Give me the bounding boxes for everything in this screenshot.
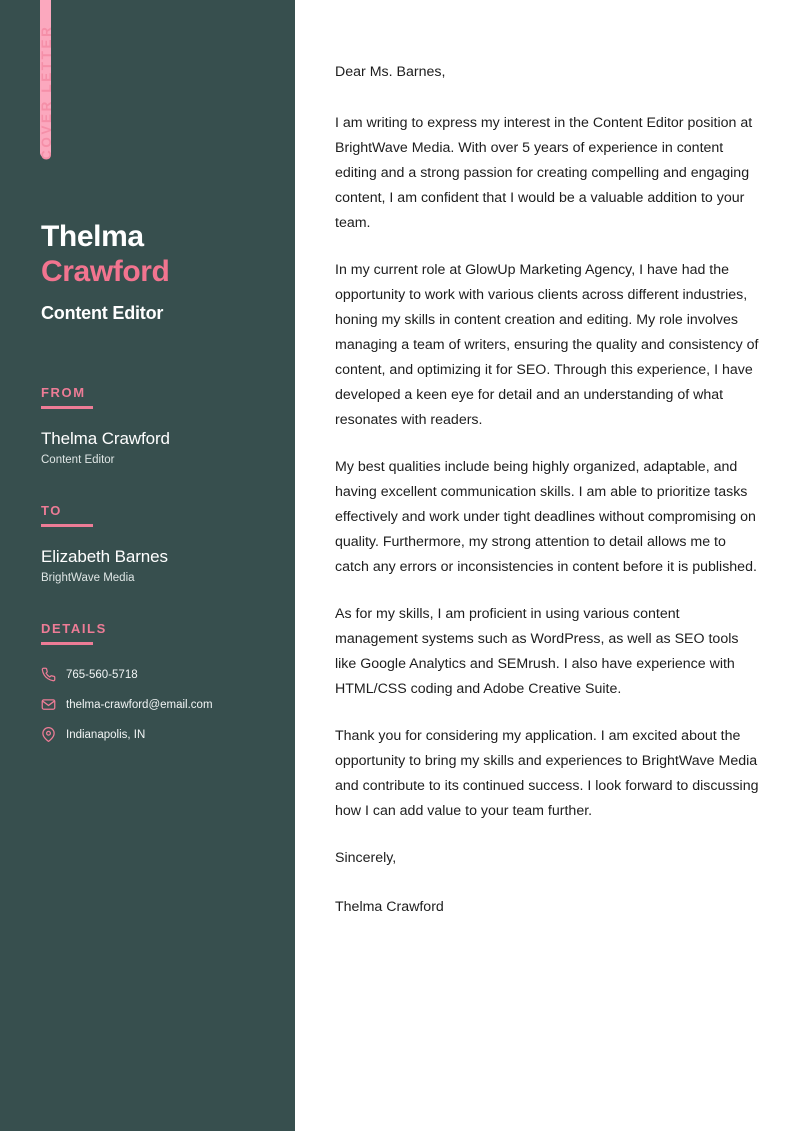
- from-heading-rule: [41, 406, 93, 409]
- location-pin-icon: [41, 727, 56, 742]
- contact-phone-value: 765-560-5718: [66, 668, 138, 681]
- letter-closing: Sincerely,: [335, 850, 397, 866]
- envelope-icon: [41, 697, 56, 712]
- details-heading-rule: [41, 642, 93, 645]
- contact-location-row: [41, 727, 281, 742]
- contact-phone-row: [41, 667, 281, 682]
- letter-paragraph-5: Thank you for considering my application. I am excited about the opportunity to bring my skills and experiences to BrightWave Media and contribute to its continued success. I look forward to discussing how I can add value to your team further.: [335, 728, 759, 819]
- from-section: [41, 385, 281, 466]
- contact-email-row: [41, 697, 281, 712]
- to-section: [41, 503, 281, 584]
- letter-paragraph-2: In my current role at GlowUp Marketing Agency, I have had the opportunity to work with various clients across different industries, honing my skills in content creation and editing. My role involves managing a team of writers, ensuring the quality and consistency of content, and optimizing it for SEO. Through this experience, I have developed a keen eye for detail and an understanding of what resonates with readers.: [335, 262, 759, 428]
- letter-salutation: Dear Ms. Barnes,: [335, 64, 446, 80]
- letter-paragraph-3: My best qualities include being highly organized, adaptable, and having excellent communication skills. I am able to prioritize tasks effectively and work under tight deadlines without compromising on quality. Furthermore, my strong attention to detail allows me to catch any errors or inconsistencies in content before it is published.: [335, 459, 757, 575]
- contact-email-value: thelma-crawford@email.com: [66, 698, 213, 711]
- first-name: Thelma: [41, 220, 144, 253]
- letter-paragraph-4: As for my skills, I am proficient in using various content management systems such as WordPress, as well as SEO tools like Google Analytics and SEMrush. I also have experience with HTML/CSS coding and Adobe Creative Suite.: [335, 606, 739, 697]
- cover-letter-vertical-label: [39, 24, 78, 160]
- details-heading: DETAILS: [41, 621, 107, 636]
- contact-location-value: Indianapolis, IN: [66, 728, 146, 741]
- to-heading: TO: [41, 503, 63, 518]
- from-heading: FROM: [41, 385, 86, 400]
- to-heading-rule: [41, 524, 93, 527]
- contact-list: [41, 667, 281, 742]
- name-block: [41, 222, 281, 324]
- from-name: Thelma Crawford: [41, 429, 170, 448]
- letter-signature: Thelma Crawford: [335, 899, 444, 915]
- phone-icon: [41, 667, 56, 682]
- to-subtitle: BrightWave Media: [41, 572, 135, 584]
- sidebar: [0, 0, 295, 1131]
- letter-paragraph-1: I am writing to express my interest in the Content Editor position at BrightWave Media. With over 5 years of experience in content editing and a strong passion for creating compelling and engaging content, I am confident that I would be a valuable addition to your team.: [335, 115, 753, 231]
- letter-body: [335, 60, 760, 920]
- details-section: [41, 621, 281, 757]
- to-name: Elizabeth Barnes: [41, 547, 168, 566]
- cover-letter-vertical-label-text: COVER LETTER: [39, 24, 54, 160]
- last-name: Crawford: [41, 255, 170, 288]
- from-subtitle: Content Editor: [41, 454, 115, 466]
- job-title: Content Editor: [41, 303, 164, 323]
